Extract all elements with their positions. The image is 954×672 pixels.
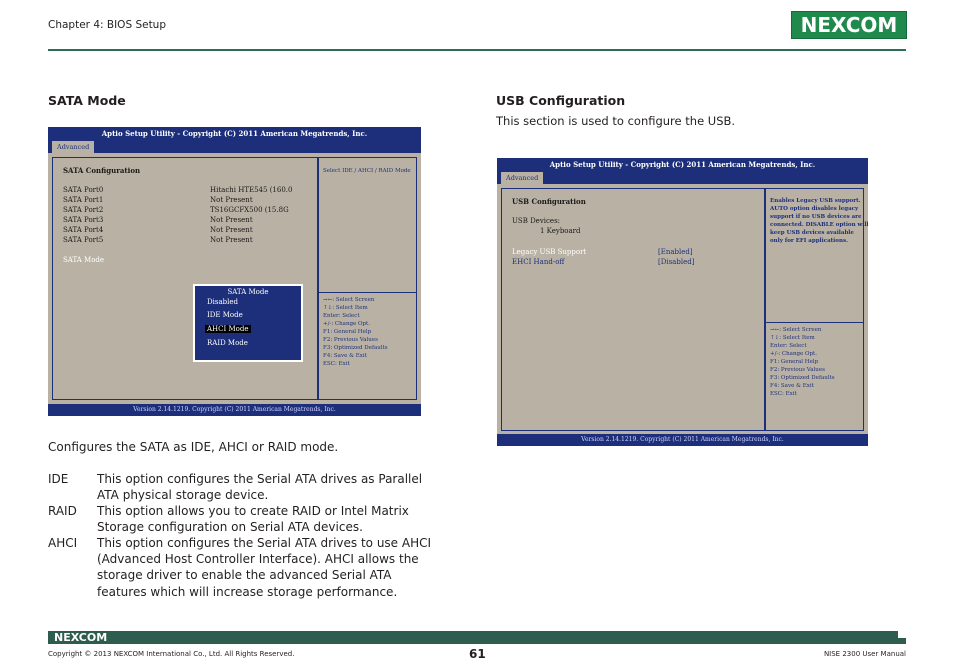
usb-section-title: USB Configuration [496,93,626,108]
footer-square-decoration [889,631,896,638]
usb-devices-label: USB Devices: [512,217,561,225]
footer-square-decoration [899,638,906,644]
sata-port-value: Hitachi HTE545 (160.0 [210,186,293,194]
sata-port-label: SATA Port0 [63,186,104,194]
bios-tab-bar [497,171,868,184]
hotkey-item: ↑↓: Select Item [770,335,815,341]
bios-tab-bar [48,140,421,153]
sata-section-title: SATA Mode [48,93,126,108]
tab-advanced[interactable]: Advanced [501,172,543,184]
tab-advanced[interactable]: Advanced [52,141,94,153]
sata-mode-setting[interactable]: SATA Mode [63,256,105,264]
legacy-usb-support-value[interactable]: [Enabled] [658,248,693,256]
help-line: connected. DISABLE option will [770,222,869,228]
hotkey-item: +/-: Change Opt. [323,321,371,327]
popup-option-ide[interactable]: IDE Mode [207,311,243,319]
hotkey-item: +/-: Change Opt. [770,351,818,357]
sata-config-heading: SATA Configuration [63,166,141,175]
popup-title: SATA Mode [227,288,269,296]
bios-title-bar: Aptio Setup Utility - Copyright (C) 2011 American Megatrends, Inc. [48,127,421,140]
bios-title-bar: Aptio Setup Utility - Copyright (C) 2011 American Megatrends, Inc. [497,158,868,171]
bios-help-panel [765,188,869,431]
sata-port-label: SATA Port2 [63,206,104,214]
bios-footer-bar: Version 2.14.1219. Copyright (C) 2011 American Megatrends, Inc. [48,404,421,416]
sata-port-value: Not Present [210,226,253,234]
usb-config-heading: USB Configuration [512,197,586,206]
manual-name: NISE 2300 User Manual [823,650,906,658]
hotkey-item: F1: General Help [323,329,372,335]
option-term: RAID [48,504,77,518]
popup-option-ahci[interactable]: AHCI Mode [207,325,249,333]
popup-option-raid[interactable]: RAID Mode [207,339,248,347]
footer-bar [48,631,906,644]
help-line: support if no USB devices are [770,214,862,220]
hotkey-item: F1: General Help [770,359,819,365]
help-line: AUTO option disables legacy [770,206,859,212]
sata-bios-screen [48,127,421,416]
hotkey-item: F2: Previous Values [770,367,825,373]
sata-description: Configures the SATA as IDE, AHCI or RAID mode. [48,440,339,454]
hotkey-item: F4: Save & Exit [323,353,367,359]
page-number: 61 [469,647,486,661]
copyright-text: Copyright © 2013 NEXCOM International Co., Ltd. All Rights Reserved. [48,650,295,658]
popup-option-disabled[interactable]: Disabled [207,298,238,306]
nexcom-logo: NEXCOM [791,11,907,39]
hotkey-item: Enter: Select [770,343,807,349]
bios-main-panel [52,157,318,400]
nexcom-footer-logo: NEXCOM [54,631,108,644]
ehci-handoff-value[interactable]: [Disabled] [658,258,695,266]
chapter-title: Chapter 4: BIOS Setup [48,19,167,31]
sata-port-label: SATA Port5 [63,236,104,244]
header-divider [48,49,906,51]
option-definition: This option configures the Serial ATA drives to use AHCI (Advanced Host Controller Interface). AHCI allows the storage driver to enable the advanced Serial ATA features which will increase storage performance. [97,536,432,599]
help-divider [766,322,863,323]
bios-main-panel [501,188,765,431]
sata-mode-popup [193,284,303,362]
sata-port-value: Not Present [210,236,253,244]
footer-square-decoration [889,638,897,644]
sata-port-label: SATA Port3 [63,216,104,224]
help-line: only for EFI applications. [770,238,848,244]
ehci-handoff-label[interactable]: EHCI Hand-off [512,258,565,266]
legacy-usb-support-label[interactable]: Legacy USB Support [512,248,587,256]
hotkey-item: →←: Select Screen [323,297,375,303]
sata-port-label: SATA Port1 [63,196,104,204]
hotkey-item: F3: Optimized Defaults [323,345,388,351]
hotkey-item: →←: Select Screen [770,327,822,333]
bios-footer-bar: Version 2.14.1219. Copyright (C) 2011 American Megatrends, Inc. [497,434,868,446]
option-definition: This option allows you to create RAID or Intel Matrix Storage configuration on Serial ATA devices. [97,504,409,535]
sata-port-label: SATA Port4 [63,226,104,234]
option-term: IDE [48,472,69,486]
hotkey-item: F3: Optimized Defaults [770,375,835,381]
hotkey-item: ↑↓: Select Item [323,305,368,311]
hotkey-item: F2: Previous Values [323,337,378,343]
hotkey-item: ESC: Exit [323,361,350,367]
footer-square-decoration [898,631,906,638]
hotkey-item: F4: Save & Exit [770,383,814,389]
help-text: Select IDE / AHCI / RAID Mode [323,168,411,174]
help-line: Enables Legacy USB support. [770,198,861,204]
help-divider [319,292,416,293]
help-line: keep USB devices available [770,230,854,236]
bios-help-panel [318,157,417,400]
hotkey-item: ESC: Exit [770,391,797,397]
sata-port-value: TS16GCFX500 (15.8G [210,206,289,214]
option-term: AHCI [48,536,78,550]
usb-description: This section is used to configure the USB. [496,114,736,128]
option-definition: This option configures the Serial ATA drives as Parallel ATA physical storage device. [97,472,423,503]
sata-port-value: Not Present [210,196,253,204]
hotkey-item: Enter: Select [323,313,360,319]
sata-port-value: Not Present [210,216,253,224]
usb-devices-value: 1 Keyboard [540,227,581,235]
usb-bios-screen [497,158,868,446]
